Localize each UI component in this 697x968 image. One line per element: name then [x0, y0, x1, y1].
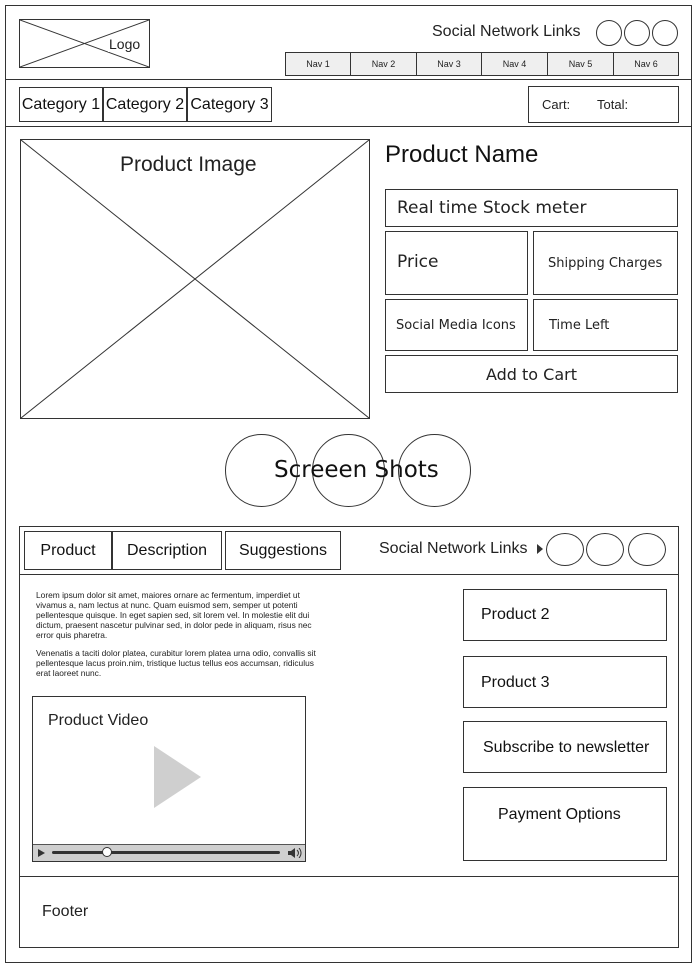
tab-description[interactable]: Description	[112, 531, 222, 570]
progress-knob[interactable]	[102, 847, 112, 857]
sidebar-product-2-label: Product 2	[481, 606, 550, 623]
description-paragraph-1: Lorem ipsum dolor sit amet, maiores ornare ac fermentum, imperdiet ut vivamus a, nam lectus at nunc. Quam euismod sem, semper ut potenti pellentesque quisque. In eget sapien sed, sit lorem vel. In molestie elit dui dictum, praesent nascetur pulvinar sed, in dolor pede in aliquam, risus nec error quis pharetra.	[36, 590, 312, 640]
shipping-box	[533, 231, 678, 295]
tab-product[interactable]: Product	[24, 531, 112, 570]
screenshots-label: Screeen Shots	[274, 457, 439, 483]
time-left-label: Time Left	[549, 318, 610, 333]
time-left-box	[533, 299, 678, 351]
social-icon-3[interactable]	[652, 20, 678, 46]
sidebar-product-3-label: Product 3	[481, 674, 550, 691]
cart-box[interactable]	[528, 86, 679, 123]
play-icon[interactable]	[154, 746, 202, 808]
payment-options[interactable]	[463, 787, 667, 861]
social-icon-1[interactable]	[596, 20, 622, 46]
header-divider	[5, 79, 692, 80]
progress-track[interactable]	[52, 851, 280, 854]
subscribe-newsletter-button[interactable]	[463, 721, 667, 773]
section-social-icon-2[interactable]	[586, 533, 624, 566]
category-2[interactable]: Category 2	[103, 87, 187, 122]
image-placeholder-icon	[21, 140, 369, 418]
nav-item-3[interactable]: Nav 3	[417, 53, 482, 75]
header-social-label: Social Network Links	[432, 23, 581, 40]
tab-suggestions[interactable]: Suggestions	[225, 531, 341, 570]
stock-meter	[385, 189, 678, 227]
play-arrow-icon	[537, 544, 543, 554]
category-1[interactable]: Category 1	[19, 87, 103, 122]
description-paragraph-2: Venenatis a taciti dolor platea, curabitur lorem platea urna odio, convallis sit pellentesque lacus proin.nim, tristique luctus tellus eos accumsan, ridiculus erat laoreet nunc.	[36, 648, 316, 678]
product-image-label: Product Image	[120, 153, 257, 176]
stock-meter-label: Real time Stock meter	[397, 198, 587, 218]
logo[interactable]	[19, 19, 150, 68]
tab-divider	[19, 574, 679, 575]
add-to-cart-label: Add to Cart	[485, 364, 578, 384]
total-label: Total:	[597, 97, 629, 112]
footer-divider	[19, 876, 679, 877]
price-box	[385, 231, 528, 295]
product-name: Product Name	[385, 141, 539, 168]
sidebar-product-2[interactable]	[463, 589, 667, 641]
play-control-icon[interactable]	[38, 849, 45, 857]
category-3[interactable]: Category 3	[187, 87, 272, 122]
volume-icon[interactable]	[288, 848, 302, 858]
category-divider	[5, 126, 692, 127]
nav-item-2[interactable]: Nav 2	[351, 53, 417, 75]
social-media-label: Social Media Icons	[396, 318, 516, 333]
add-to-cart-button[interactable]	[385, 355, 678, 393]
nav-item-6[interactable]: Nav 6	[634, 59, 658, 69]
video-controls	[33, 844, 305, 861]
nav-item-4[interactable]: Nav 4	[482, 53, 548, 75]
logo-label: Logo	[109, 36, 141, 52]
social-media-box	[385, 299, 528, 351]
section-social-label: Social Network Links	[379, 540, 528, 557]
product-image	[20, 139, 370, 419]
shipping-label: Shipping Charges	[548, 256, 663, 271]
nav-bar	[285, 52, 679, 76]
section-social-icon-1[interactable]	[546, 533, 584, 566]
social-icon-2[interactable]	[624, 20, 650, 46]
product-video-label: Product Video	[48, 712, 149, 729]
nav-item-1[interactable]: Nav 1	[286, 53, 351, 75]
nav-item-5[interactable]: Nav 5	[548, 53, 614, 75]
sidebar-product-3[interactable]	[463, 656, 667, 708]
price-label: Price	[397, 252, 439, 272]
section-social-icon-3[interactable]	[628, 533, 666, 566]
subscribe-newsletter-label: Subscribe to newsletter	[483, 739, 650, 756]
cart-label: Cart:	[542, 97, 571, 112]
payment-options-label: Payment Options	[498, 806, 621, 823]
product-video[interactable]	[32, 696, 306, 862]
footer-label: Footer	[42, 903, 89, 920]
